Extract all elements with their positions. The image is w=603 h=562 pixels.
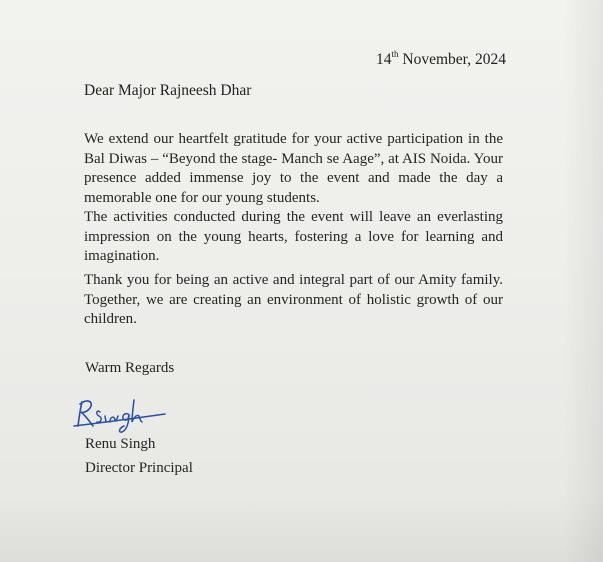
paper-shadow-bottom (0, 492, 603, 562)
paragraph-thanks: Thank you for being an active and integral part of our Amity family. Together, we are creating an environment of holistic growth of our children. (84, 272, 503, 327)
paper-shadow-right (563, 0, 603, 562)
signatory-name: Renu Singh (85, 436, 156, 452)
closing: Warm Regards (85, 360, 175, 376)
date-month-year: November, 2024 (398, 51, 506, 69)
paragraph-gratitude: We extend our heartfelt gratitude for your active participation in the Bal Diwas – “Beyond the stage- Manch se Aage”, at AIS Noida. Your presence added immense joy to the event and made the day a memorable one for our young students. (84, 131, 503, 206)
date-day: 14 (376, 51, 392, 69)
paragraph-impression: The activities conducted during the event will leave an everlasting impression on the young hearts, fostering a love for learning and imagination. (84, 209, 503, 264)
signatory-title: Director Principal (85, 460, 193, 476)
date-suffix: th (391, 49, 399, 59)
salutation: Dear Major Rajneesh Dhar (84, 82, 252, 99)
signature-scribble (70, 392, 170, 438)
letter-date (376, 50, 506, 69)
